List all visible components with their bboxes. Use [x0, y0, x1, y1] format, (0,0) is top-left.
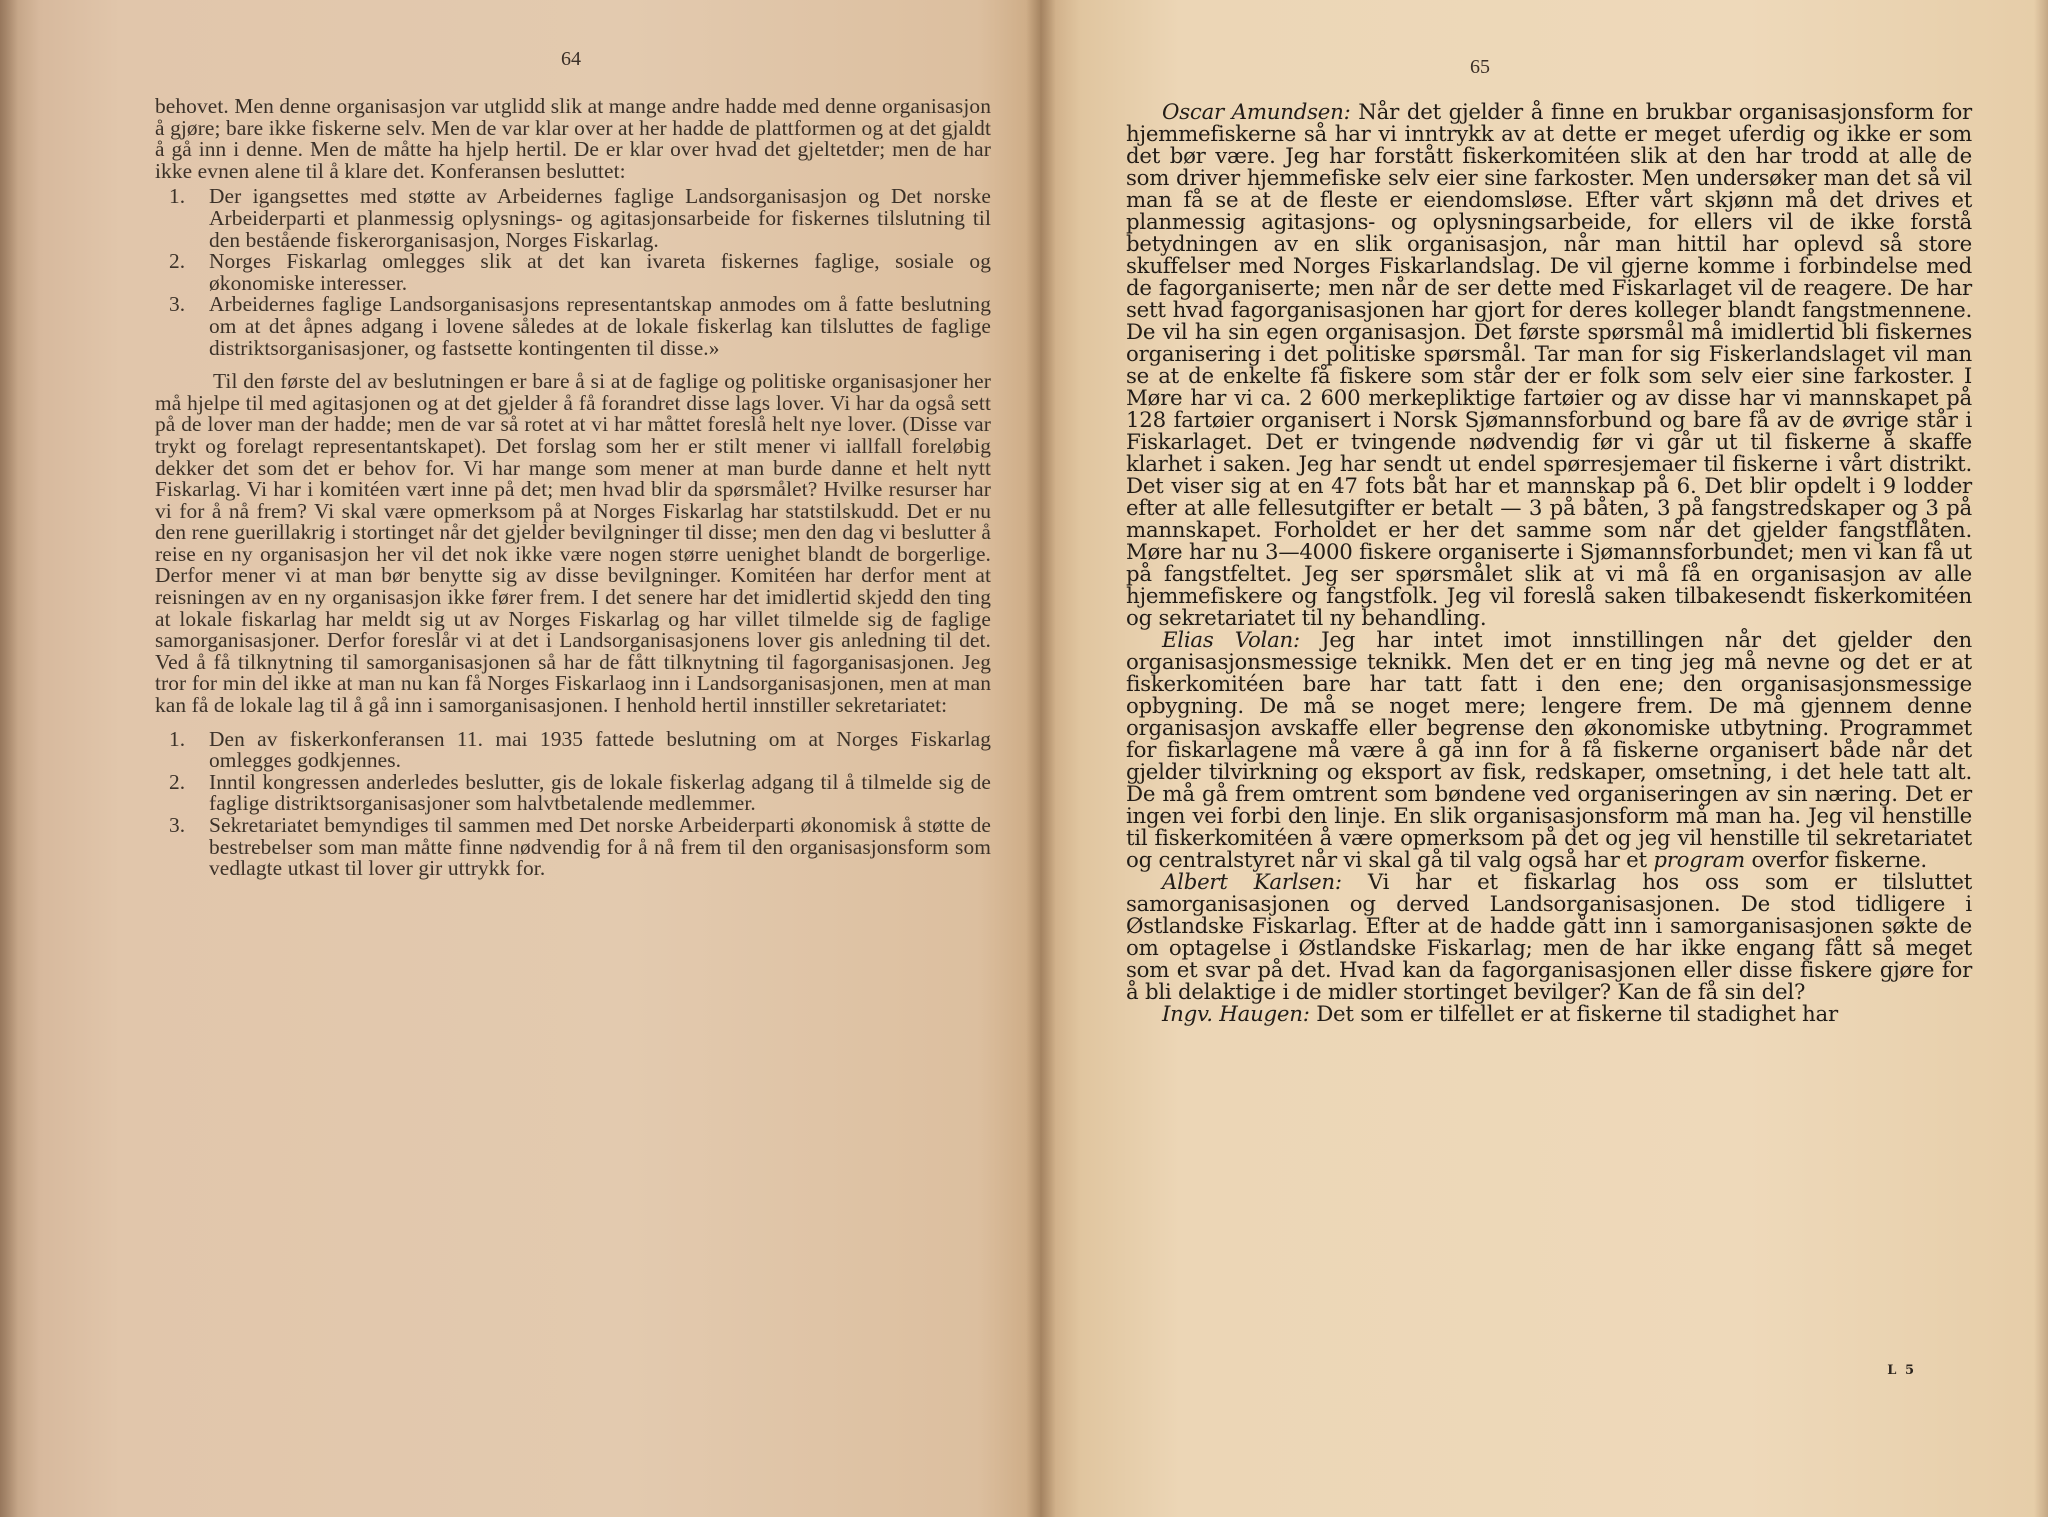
- item-number: 2.: [169, 249, 186, 274]
- item-text: Sekretariatet bemyndiges til sammen med Det norske Arbeiderparti økonomisk å støtte de bestrebelser som man måtte finne nødvendig for å nå frem til den organisasjonsform som vedlagte utkast til lover gir uttrykk for.: [209, 813, 991, 881]
- speech-paragraph: [1126, 102, 1972, 630]
- item-text: Der igangsettes med støtte av Arbeidernes faglige Landsorganisasjon og Det norske Arbeiderparti et planmessig oplysnings- og agitasjonsarbeide for fiskernes tilslutning til den bestående fiskerorganisasjon, Norges Fiskarlag.: [209, 184, 991, 252]
- intro-paragraph: behovet. Men denne organisasjon var utglidd slik at mange andre hadde med denne organisasjon å gjøre; bare ikke fiskerne selv. Men de var klar over at her hadde de plattformen og at det gjaldt å gå inn i denne. Men de måtte ha hjelp hertil. De er klar over hvad det gjeltetder; men de har ikke evnen alene til å klare det. Konferansen besluttet:: [155, 94, 991, 183]
- right-text-block: [1126, 102, 1972, 1026]
- item-number: 1.: [169, 184, 186, 209]
- recommendation-list: [155, 726, 991, 881]
- left-text-block: [155, 96, 991, 880]
- page-edge-shadow: [0, 0, 18, 1517]
- speech-paragraph: [1126, 630, 1972, 872]
- item-text: Inntil kongressen anderledes beslutter, gis de lokale fiskerlag adgang til å tilmelde sig de faglige distriktsorganisasjoner som halvtbetalende medlemmer.: [209, 769, 991, 816]
- speech-text: Jeg har intet imot innstillingen når det gjelder den organisasjonsmessige teknikk. Men det er en ting jeg må nevne og det er at fiskerkomitéen bare har tatt fatt i den ene; den organisasjonsmessige opbygning. De må se noget mere; lengere frem. De må gjennem denne organisasjon avskaffe eller begrense den økonomiske utbytning. Programmet for fiskarlagene må være å gå inn for å få fiskerne organisert både når det gjelder tilvirkning og eksport av fisk, redskaper, omsetning, i det hele tatt alt. De må gå frem omtrent som bøndene ved organiseringen av sin næring. Det er ingen vei forbi den linje. En slik organisasjonsform må man ha. Jeg vil henstille til fiskerkomitéen å være opmerksom på det og jeg vil henstille til sekretariatet og centralstyret når vi skal gå til valg også har et: [1126, 628, 1972, 873]
- right-page: [1040, 0, 2048, 1517]
- speech-text: Det som er tilfellet er at fiskerne til stadighet har: [1309, 1002, 1838, 1027]
- item-number: 1.: [169, 726, 186, 751]
- signature-mark: L 5: [1887, 1363, 1916, 1378]
- speaker-name: Ingv. Haugen:: [1162, 1002, 1310, 1027]
- book-gutter: [1026, 0, 1056, 1517]
- item-number: 3.: [169, 813, 186, 837]
- speaker-name: Oscar Amundsen:: [1162, 100, 1351, 125]
- list-item: [155, 251, 991, 294]
- item-number: 2.: [169, 769, 186, 794]
- speaker-name: Albert Karlsen:: [1162, 870, 1342, 895]
- item-number: 3.: [169, 292, 186, 317]
- resolution-list: [155, 186, 991, 359]
- item-text: Den av fiskerkonferansen 11. mai 1935 fattede beslutning om at Norges Fiskarlag omlegges godkjennes.: [209, 726, 991, 773]
- list-item: [155, 726, 991, 773]
- page-number-right: 65: [1470, 56, 1490, 78]
- emphasized-word: program: [1653, 848, 1745, 873]
- list-item: [155, 294, 991, 359]
- speech-paragraph: [1126, 1004, 1972, 1026]
- list-item: [155, 186, 991, 251]
- page-edge-shadow: [2034, 0, 2048, 1517]
- speech-text: Vi har et fiskarlag hos oss som er tilsluttet samorganisasjonen og derved Landsorganisasjonen. De stod tidligere i Østlandske Fiskarlag. Efter at de hadde gått inn i samorganisasjonen søkte de om optagelse i Østlandske Fiskarlag; men de har ikke engang fått så meget som et svar på det. Hvad kan da fagorganisasjonen eller disse fiskere gjøre for å bli delaktige i de midler stortinget bevilger? Kan de få sin del?: [1126, 870, 1972, 1005]
- item-text: Arbeidernes faglige Landsorganisasjons representantskap anmodes om å fatte beslutning om at det åpnes adgang i lovene således at de lokale fiskerlag kan tilsluttes de faglige distriktsorganisasjoner, og fastsette kontingenten til disse.»: [209, 292, 991, 360]
- list-item: [155, 769, 991, 816]
- item-text: Norges Fiskarlag omlegges slik at det kan ivareta fiskernes faglige, sosiale og økonomiske interesser.: [209, 249, 991, 295]
- list-item: [155, 815, 991, 880]
- speech-paragraph: [1126, 872, 1972, 1004]
- page-number-left: 64: [561, 48, 581, 70]
- body-paragraph: Til den første del av beslutningen er bare å si at de faglige og politiske organisasjoner her må hjelpe til med agitasjonen og at det gjelder å få forandret disse lags lover. Vi har da også sett på de lover man der hadde; men de var så rotet at vi har måttet foreslå helt nye lover. (Disse var trykt og forelagt representantskapet). Det forslag som her er stilt mener vi iallfall foreløbig dekker det som det er behov for. Vi har mange som mener at man burde danne et helt nytt Fiskarlag. Vi har i komitéen vært inne på det; men hvad blir da spørsmålet? Hvilke resurser har vi for å nå frem? Vi skal være opmerksom på at Norges Fiskarlag har statstilskudd. Det er nu den rene guerillakrig i stortinget når det gjelder bevilgninger til disse; men den dag vi beslutter å reise en ny organisasjon her vil det nok ikke være nogen større uenighet blandt de borgerlige. Derfor mener vi at man bør benytte sig av disse bevilgninger. Komitéen har derfor ment at reisningen av en ny organisasjon ikke fører frem. I det senere har det imidlertid skjedd den ting at lokale fiskarlag har meldt sig ut av Norges Fiskarlag og har villet tilmelde sig de faglige samorganisasjoner. Derfor foreslår vi at det i Landsorganisasjonens lover gis anledning til det. Ved å få tilknytning til samorganisasjonen så har de fått tilknytning til fagorganisasjonen. Jeg tror for min del ikke at man nu kan få Norges Fiskarlaog inn i Landsorganisasjonen, men at man kan få de lokale lag til å gå inn i samorganisasjonen. I henhold hertil innstiller sekretariatet:: [155, 369, 991, 718]
- speaker-name: Elias Volan:: [1162, 628, 1300, 653]
- speech-text: Når det gjelder å finne en brukbar organisasjonsform for hjemmefiskerne så har vi inntrykk av at dette er meget uferdig og ikke er som det bør være. Jeg har forstått fiskerkomitéen slik at den har trodd at alle de som driver hjemmefiske selv eier sine farkoster. Men undersøker man det så vil man få se at de fleste er eiendomsløse. Efter vårt skjønn må det drives et planmessig agitasjons- og oplysningsarbeide, for ellers vil de ikke forstå betydningen av en slik organisasjon, når man hittil har oplevd så store skuffelser med Norges Fiskarlandslag. De vil gjerne komme i forbindelse med de fagorganiserte; men når de ser dette med Fiskarlaget vil de reagere. De har sett hvad fagorganisasjonen har gjort for deres kolleger blandt fangstmennene. De vil ha sin egen organisasjon. Det første spørsmål må imidlertid bli fiskernes organisering i det politiske spørsmål. Tar man for sig Fiskerlandslaget vil man se at de enkelte få fiskere som står der er folk som selv eier sine farkoster. I Møre har vi ca. 2 600 merkepliktige fartøier og av disse har vi mannskapet på 128 fartøier organisert i Norsk Sjømannsforbund og bare få av de øvrige står i Fiskarlaget. Det er tvingende nødvendig før vi går ut til fiskerne å skaffe klarhet i saken. Jeg har sendt ut endel spørresjemaer til fiskerne i vårt distrikt. Det viser sig at en 47 fots båt har et mannskap på 6. Det blir opdelt i 9 lodder efter at alle fellesutgifter er betalt — 3 på båten, 3 på fangstredskaper og 3 på mannskapet. Forholdet er her det samme som når det gjelder fangstflåten. Møre har nu 3—4000 fiskere organiserte i Sjømannsforbundet; men vi kan få ut på fangstfeltet. Jeg ser spørsmålet slik at vi må få en organisasjon av alle hjemmefiskere og fangstfolk. Jeg vil foreslå saken tilbakesendt fiskerkomitéen og sekretariatet til ny behandling.: [1126, 100, 1972, 631]
- speech-text-tail: overfor fiskerne.: [1744, 848, 1927, 873]
